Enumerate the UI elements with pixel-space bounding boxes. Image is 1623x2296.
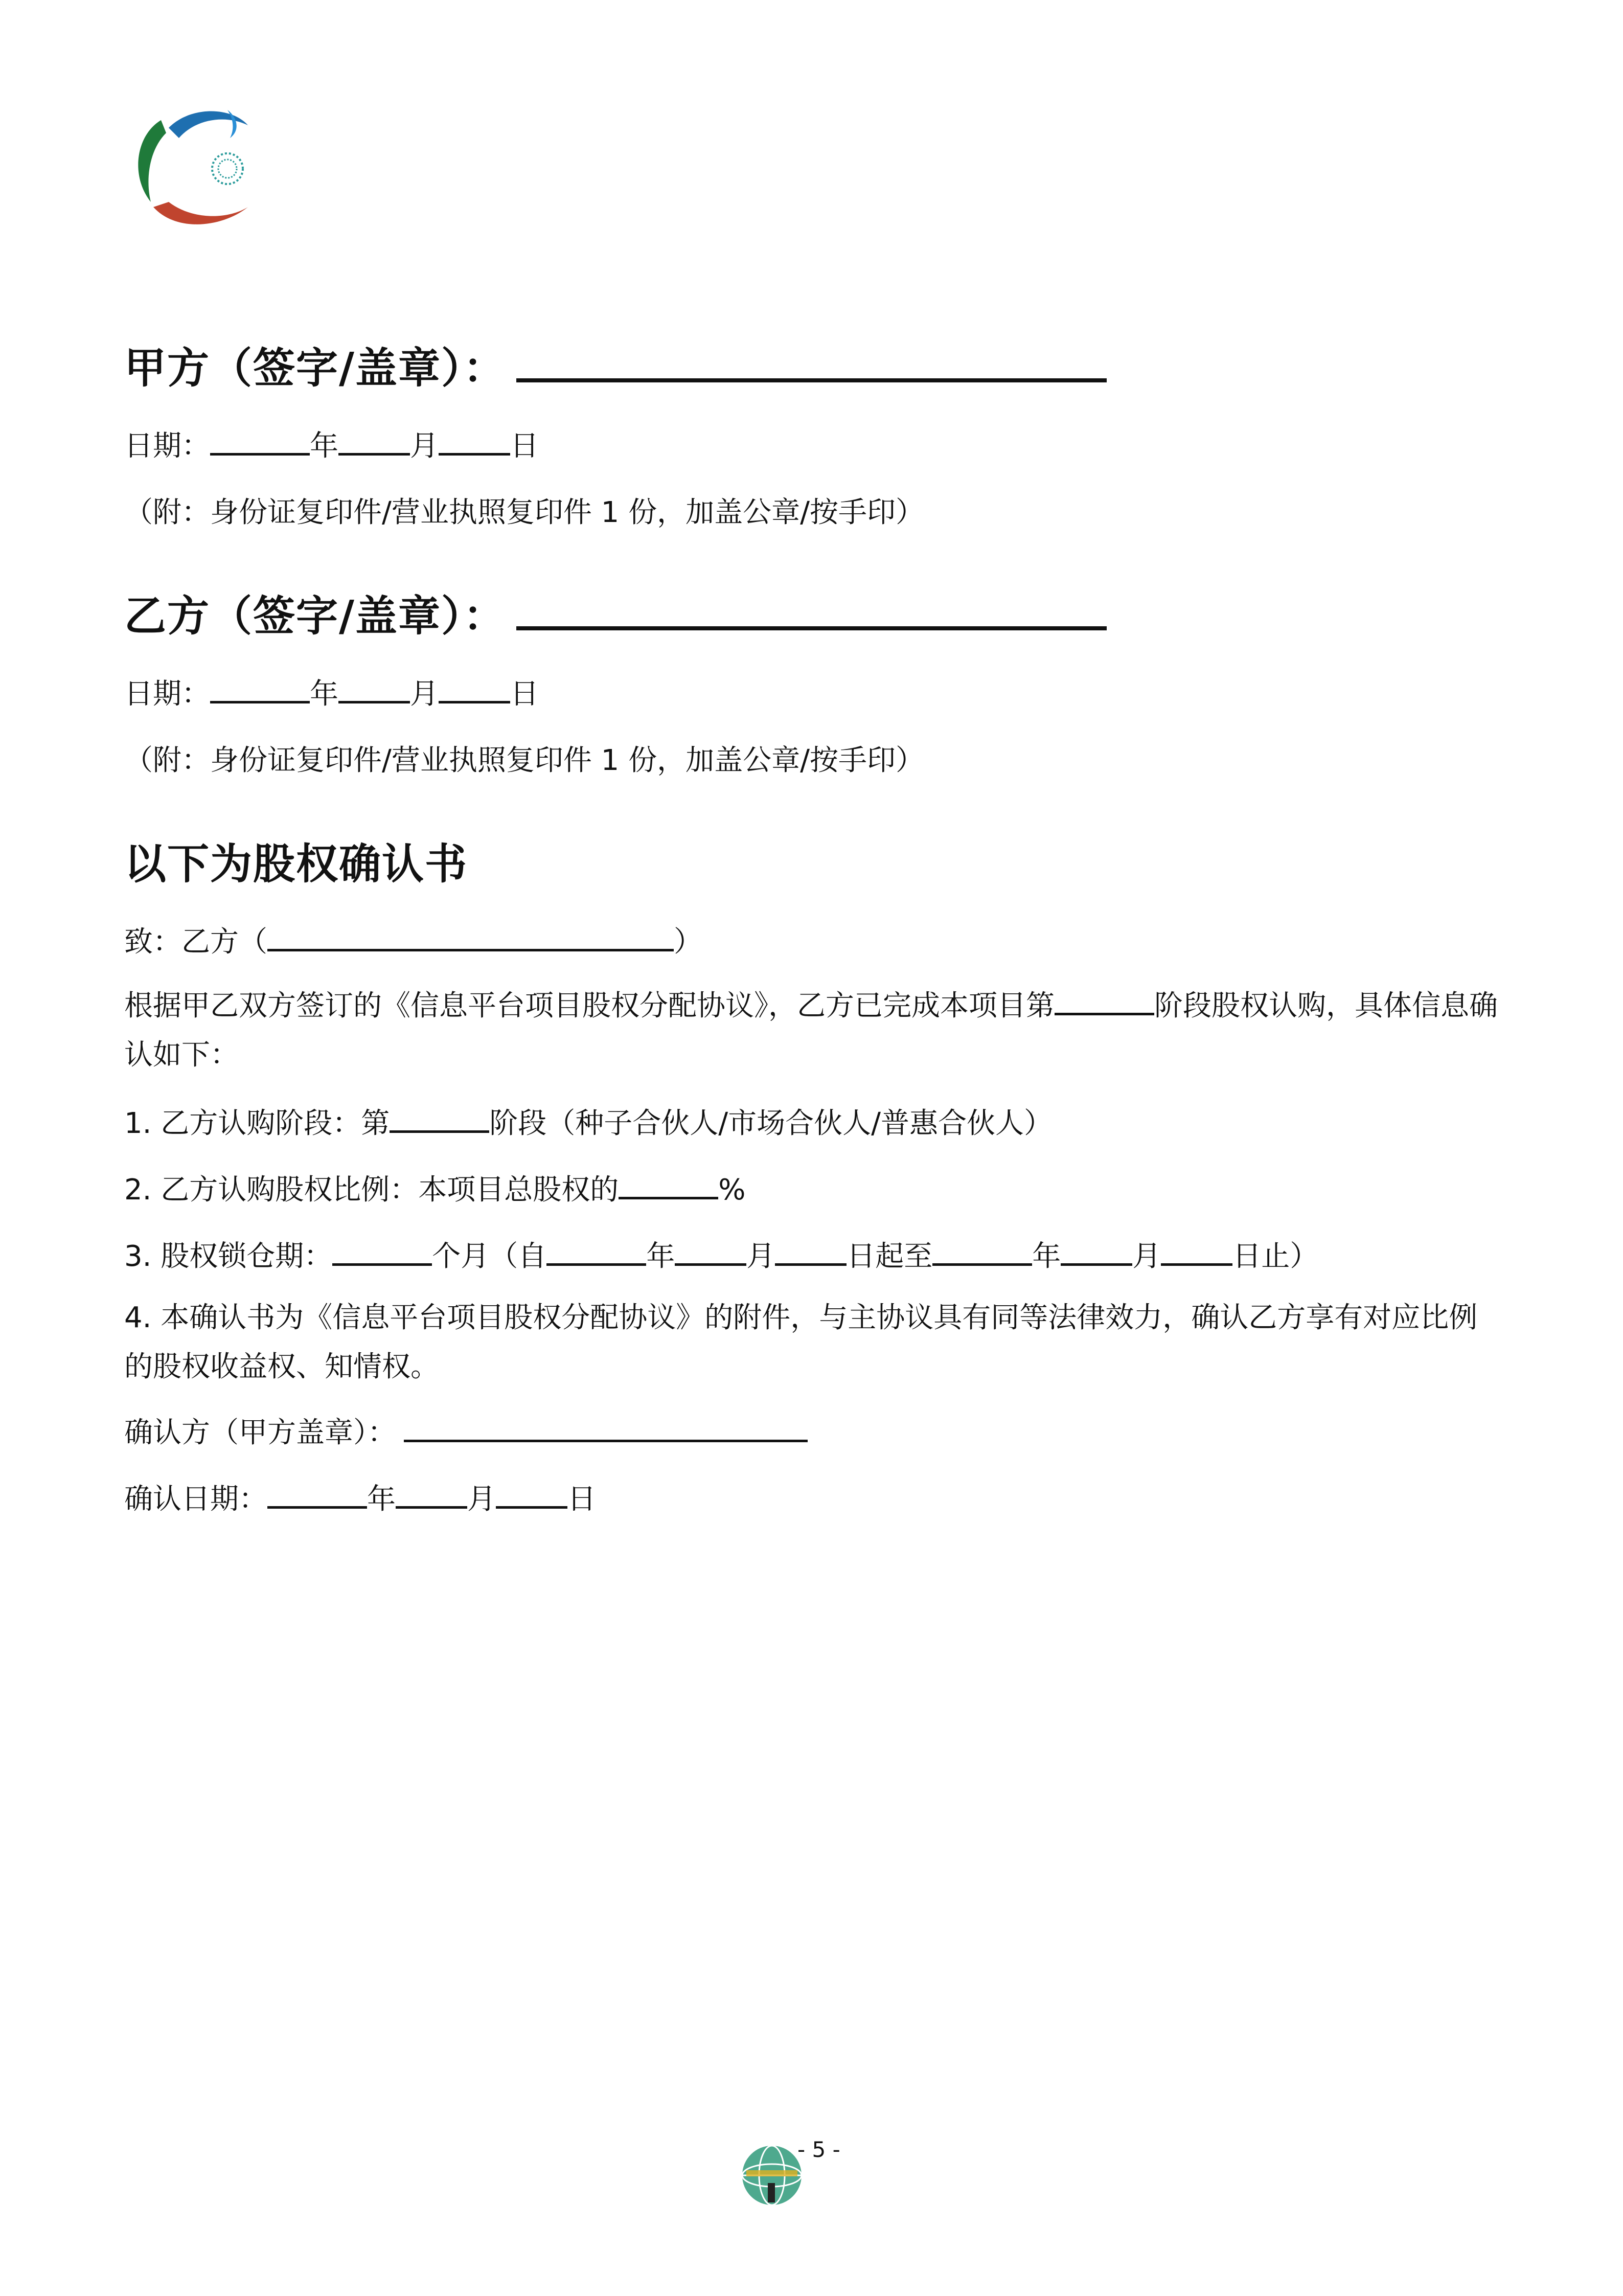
year-unit: 年 <box>646 1240 675 1273</box>
party-a-day-blank[interactable] <box>439 424 510 456</box>
party-b-month-blank[interactable] <box>338 672 410 703</box>
confirmation-heading: 以下为股权确认书 <box>124 840 468 889</box>
item-3-prefix: 3. 股权锁仓期： <box>124 1240 333 1273</box>
to-suffix: ） <box>674 925 702 959</box>
to-year-blank[interactable] <box>932 1235 1032 1266</box>
item-1-stage-blank[interactable] <box>390 1102 489 1133</box>
item-3 <box>124 1232 1318 1281</box>
year-unit: 年 <box>310 429 338 463</box>
day-unit: 日 <box>510 429 539 463</box>
day-unit: 日 <box>567 1483 596 1516</box>
party-a-date-label: 日期： <box>124 429 210 463</box>
party-a-signature-line[interactable] <box>516 343 1107 382</box>
item-2-suffix: % <box>718 1173 746 1207</box>
party-a-date-row <box>124 422 539 471</box>
party-a-year-blank[interactable] <box>210 424 310 456</box>
confirmer-label: 确认方（甲方盖章）： <box>124 1416 396 1449</box>
item-2 <box>124 1166 745 1215</box>
party-a-note: （附：身份证复印件/营业执照复印件 1 份，加盖公章/按手印） <box>124 496 924 529</box>
party-b-date-row <box>124 670 539 719</box>
intro-paragraph <box>124 982 1504 1080</box>
party-a-month-blank[interactable] <box>338 424 410 456</box>
stage-number-blank[interactable] <box>1055 984 1154 1015</box>
from-day-blank[interactable] <box>775 1235 847 1266</box>
to-day-blank[interactable] <box>1161 1235 1232 1266</box>
item-1 <box>124 1099 1053 1148</box>
confirm-day-blank[interactable] <box>496 1477 567 1509</box>
from-year-blank[interactable] <box>546 1235 646 1266</box>
party-b-note: （附：身份证复印件/营业执照复印件 1 份，加盖公章/按手印） <box>124 744 924 777</box>
party-b-year-blank[interactable] <box>210 672 310 703</box>
page-number: - 5 - <box>797 2137 840 2162</box>
party-b-day-blank[interactable] <box>439 672 510 703</box>
confirm-month-blank[interactable] <box>396 1477 467 1509</box>
confirm-date-row <box>124 1475 596 1524</box>
company-logo <box>125 105 258 233</box>
day-unit: 日 <box>510 677 539 711</box>
lock-months-blank[interactable] <box>332 1235 432 1266</box>
party-b-title: 乙方（签字/盖章）： <box>124 592 506 641</box>
item-1-prefix: 1. 乙方认购阶段：第 <box>124 1107 390 1140</box>
party-a-title: 甲方（签字/盖章）： <box>124 344 506 393</box>
confirmer-row <box>124 1408 808 1458</box>
month-unit: 月 <box>410 677 439 711</box>
item-1-suffix: 阶段（种子合伙人/市场合伙人/普惠合伙人） <box>489 1107 1053 1140</box>
party-b-date-label: 日期： <box>124 677 210 711</box>
party-b-signature-line[interactable] <box>516 590 1107 630</box>
party-a-signature-row <box>124 335 1107 395</box>
confirm-date-label: 确认日期： <box>124 1483 267 1516</box>
item-2-prefix: 2. 乙方认购股权比例：本项目总股权的 <box>124 1173 619 1207</box>
from-day-unit: 日起至 <box>847 1240 933 1273</box>
year-unit: 年 <box>310 677 338 711</box>
item-2-ratio-blank[interactable] <box>619 1168 718 1199</box>
item-4: 4. 本确认书为《信息平台项目股权分配协议》的附件，与主协议具有同等法律效力，确认乙方享有对应比例的股权收益权、知情权。 <box>124 1301 1478 1383</box>
to-day-unit: 日止） <box>1232 1240 1319 1273</box>
confirm-year-blank[interactable] <box>267 1477 367 1509</box>
to-prefix: 致：乙方（ <box>124 925 267 959</box>
month-unit: 月 <box>1132 1240 1161 1273</box>
year-unit: 年 <box>367 1483 396 1516</box>
month-unit: 月 <box>467 1483 496 1516</box>
party-b-signature-row <box>124 583 1107 643</box>
month-unit: 个月（自 <box>432 1240 547 1273</box>
month-unit: 月 <box>746 1240 775 1273</box>
year-unit: 年 <box>1032 1240 1061 1273</box>
confirmer-seal-blank[interactable] <box>404 1411 808 1442</box>
intro-text-1: 根据甲乙双方签订的《信息平台项目股权分配协议》，乙方已完成本项目第 <box>124 989 1055 1022</box>
month-unit: 月 <box>410 429 439 463</box>
intro-text-2: 阶段股权认购，具体信息确认如下： <box>124 989 1498 1072</box>
to-month-blank[interactable] <box>1061 1235 1132 1266</box>
from-month-blank[interactable] <box>675 1235 746 1266</box>
party-b-name-blank[interactable] <box>267 920 674 951</box>
to-party-b-row <box>124 918 702 967</box>
